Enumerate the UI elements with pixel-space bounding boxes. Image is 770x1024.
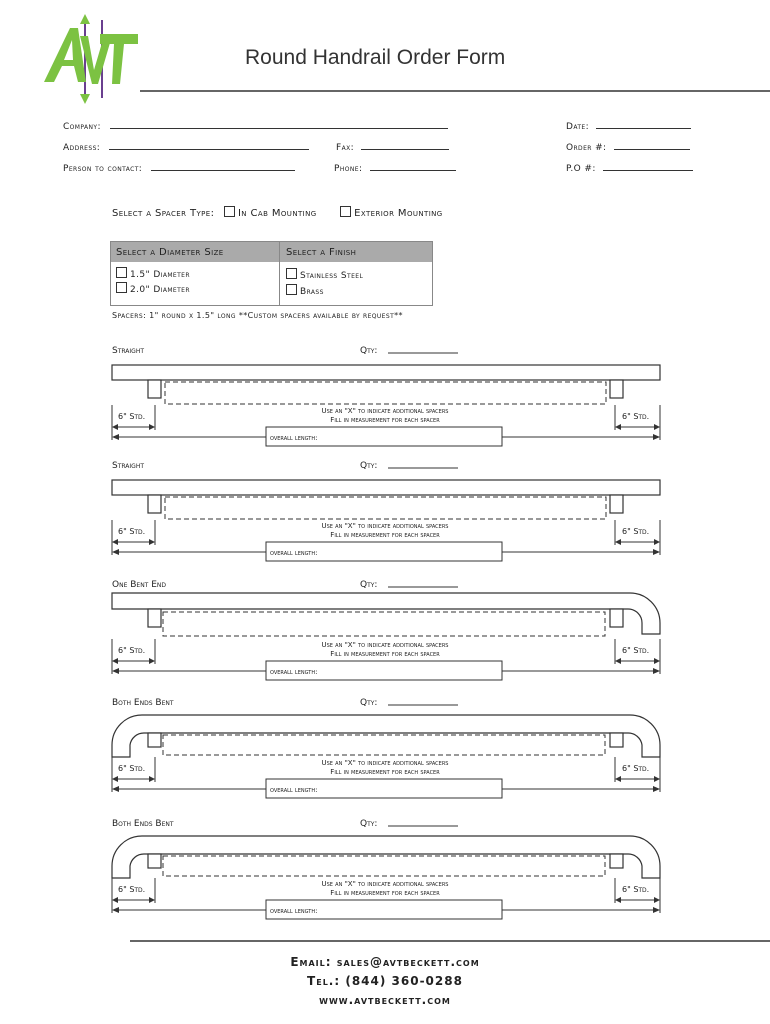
spacer-note-1: Use an "X" to indicate additional spacers bbox=[321, 759, 449, 767]
qty-label: Qty: bbox=[360, 580, 378, 590]
qty-label: Qty: bbox=[360, 346, 378, 356]
footer-phone[interactable]: Tel.: (844) 360-0288 bbox=[307, 974, 463, 988]
diameter-option-2[interactable] bbox=[116, 282, 190, 295]
finish-1-label: Stainless Steel bbox=[300, 271, 364, 281]
order-input[interactable] bbox=[614, 140, 690, 150]
overall-length-label: overall length: bbox=[270, 434, 318, 442]
rail-diagram-3 bbox=[0, 579, 770, 694]
std-label-left: 6" Std. bbox=[118, 764, 146, 773]
address-label: Address: bbox=[63, 143, 101, 153]
rail-type-label: Straight bbox=[112, 346, 145, 356]
order-field[interactable] bbox=[566, 140, 690, 153]
spacer-zone[interactable] bbox=[165, 497, 606, 519]
std-label-left: 6" Std. bbox=[118, 412, 146, 421]
spacer-right bbox=[610, 854, 623, 868]
overall-length-label: overall length: bbox=[270, 907, 318, 915]
company-field[interactable] bbox=[63, 119, 448, 132]
spacer-note-2: Fill in measurement for each spacer bbox=[330, 889, 440, 897]
person-field[interactable] bbox=[63, 161, 295, 174]
qty-label: Qty: bbox=[360, 819, 378, 829]
order-label: Order #: bbox=[566, 143, 607, 153]
std-label-left: 6" Std. bbox=[118, 646, 146, 655]
overall-length-label: overall length: bbox=[270, 668, 318, 676]
spacer-note-2: Fill in measurement for each spacer bbox=[330, 768, 440, 776]
spacer-zone[interactable] bbox=[165, 382, 606, 404]
spacer-note-1: Use an "X" to indicate additional spacers bbox=[321, 641, 449, 649]
spacer-right bbox=[610, 380, 623, 398]
in-cab-checkbox[interactable] bbox=[224, 206, 235, 217]
rail-diagram-4 bbox=[0, 697, 770, 812]
footer-website[interactable]: www.avtbeckett.com bbox=[319, 993, 451, 1007]
fax-field[interactable] bbox=[336, 140, 449, 153]
std-label-right: 6" Std. bbox=[622, 764, 650, 773]
rail-diagram-5 bbox=[0, 818, 770, 933]
po-input[interactable] bbox=[603, 161, 693, 171]
po-label: P.O #: bbox=[566, 164, 596, 174]
spacer-left bbox=[148, 495, 161, 513]
header-divider bbox=[140, 90, 770, 92]
spacer-right bbox=[610, 609, 623, 627]
spacers-note: Spacers: 1" round x 1.5" long **Custom spacers available by request** bbox=[112, 311, 403, 320]
overall-length-label: overall length: bbox=[270, 786, 318, 794]
rail-type-label: Both Ends Bent bbox=[112, 819, 174, 829]
spacer-note-1: Use an "X" to indicate additional spacers bbox=[321, 407, 449, 415]
table-column-divider bbox=[279, 242, 280, 305]
rail-diagram-1 bbox=[0, 345, 770, 460]
diameter-2-label: 2.0" Diameter bbox=[130, 285, 190, 295]
address-field[interactable] bbox=[63, 140, 309, 153]
rail-type-label: Both Ends Bent bbox=[112, 698, 174, 708]
diameter-1-checkbox[interactable] bbox=[116, 267, 127, 278]
std-label-right: 6" Std. bbox=[622, 885, 650, 894]
std-label-left: 6" Std. bbox=[118, 885, 146, 894]
rail-bar bbox=[112, 480, 660, 495]
exterior-checkbox[interactable] bbox=[340, 206, 351, 217]
date-input[interactable] bbox=[596, 119, 691, 129]
std-label-right: 6" Std. bbox=[622, 527, 650, 536]
spacer-left bbox=[148, 733, 161, 747]
form-title: Round Handrail Order Form bbox=[245, 46, 506, 69]
spacer-left bbox=[148, 609, 161, 627]
spacer-note-2: Fill in measurement for each spacer bbox=[330, 650, 440, 658]
diameter-option-1[interactable] bbox=[116, 267, 190, 280]
phone-label: Phone: bbox=[334, 164, 363, 174]
spacer-left bbox=[148, 380, 161, 398]
rail-bar bbox=[112, 715, 660, 757]
rail-type-label: Straight bbox=[112, 461, 145, 471]
spacer-right bbox=[610, 495, 623, 513]
finish-option-1[interactable] bbox=[286, 268, 363, 281]
spacer-type-label: Select a Spacer Type: bbox=[112, 208, 215, 219]
finish-option-2[interactable] bbox=[286, 284, 324, 297]
phone-field[interactable] bbox=[334, 161, 456, 174]
std-label-left: 6" Std. bbox=[118, 527, 146, 536]
date-label: Date: bbox=[566, 122, 590, 132]
diameter-2-checkbox[interactable] bbox=[116, 282, 127, 293]
address-input[interactable] bbox=[109, 140, 309, 150]
fax-label: Fax: bbox=[336, 143, 355, 153]
in-cab-label: In Cab Mounting bbox=[237, 208, 317, 219]
qty-label: Qty: bbox=[360, 698, 378, 708]
rail-diagram-2 bbox=[0, 460, 770, 575]
std-label-right: 6" Std. bbox=[622, 646, 650, 655]
fax-input[interactable] bbox=[361, 140, 449, 150]
spacer-zone[interactable] bbox=[163, 735, 605, 755]
spacer-type-row bbox=[112, 206, 443, 219]
spacer-note-2: Fill in measurement for each spacer bbox=[330, 416, 440, 424]
finish-header: Select a Finish bbox=[286, 247, 357, 258]
diameter-header: Select a Diameter Size bbox=[116, 247, 224, 258]
spacer-right bbox=[610, 733, 623, 747]
rail-bar bbox=[112, 365, 660, 380]
po-field[interactable] bbox=[566, 161, 693, 174]
std-label-right: 6" Std. bbox=[622, 412, 650, 421]
avt-logo bbox=[40, 14, 140, 104]
spacer-zone[interactable] bbox=[163, 612, 605, 636]
spacer-zone[interactable] bbox=[163, 856, 605, 876]
footer-email[interactable]: Email: sales@avtbeckett.com bbox=[290, 955, 480, 969]
finish-2-checkbox[interactable] bbox=[286, 284, 297, 295]
diameter-1-label: 1.5" Diameter bbox=[130, 270, 190, 280]
spacer-left bbox=[148, 854, 161, 868]
person-input[interactable] bbox=[151, 161, 295, 171]
rail-bar bbox=[112, 836, 660, 878]
overall-length-label: overall length: bbox=[270, 549, 318, 557]
date-field[interactable] bbox=[566, 119, 691, 132]
footer-divider bbox=[130, 940, 770, 942]
options-table bbox=[110, 241, 433, 306]
qty-label: Qty: bbox=[360, 461, 378, 471]
spacer-note-2: Fill in measurement for each spacer bbox=[330, 531, 440, 539]
rail-bar bbox=[112, 593, 660, 634]
company-input[interactable] bbox=[110, 119, 448, 129]
company-label: Company: bbox=[63, 122, 101, 132]
spacer-note-1: Use an "X" to indicate additional spacers bbox=[321, 522, 449, 530]
finish-1-checkbox[interactable] bbox=[286, 268, 297, 279]
spacer-note-1: Use an "X" to indicate additional spacers bbox=[321, 880, 449, 888]
finish-2-label: Brass bbox=[300, 287, 324, 297]
phone-input[interactable] bbox=[370, 161, 456, 171]
person-label: Person to contact: bbox=[63, 164, 143, 174]
rail-type-label: One Bent End bbox=[112, 580, 166, 590]
exterior-label: Exterior Mounting bbox=[354, 208, 443, 219]
